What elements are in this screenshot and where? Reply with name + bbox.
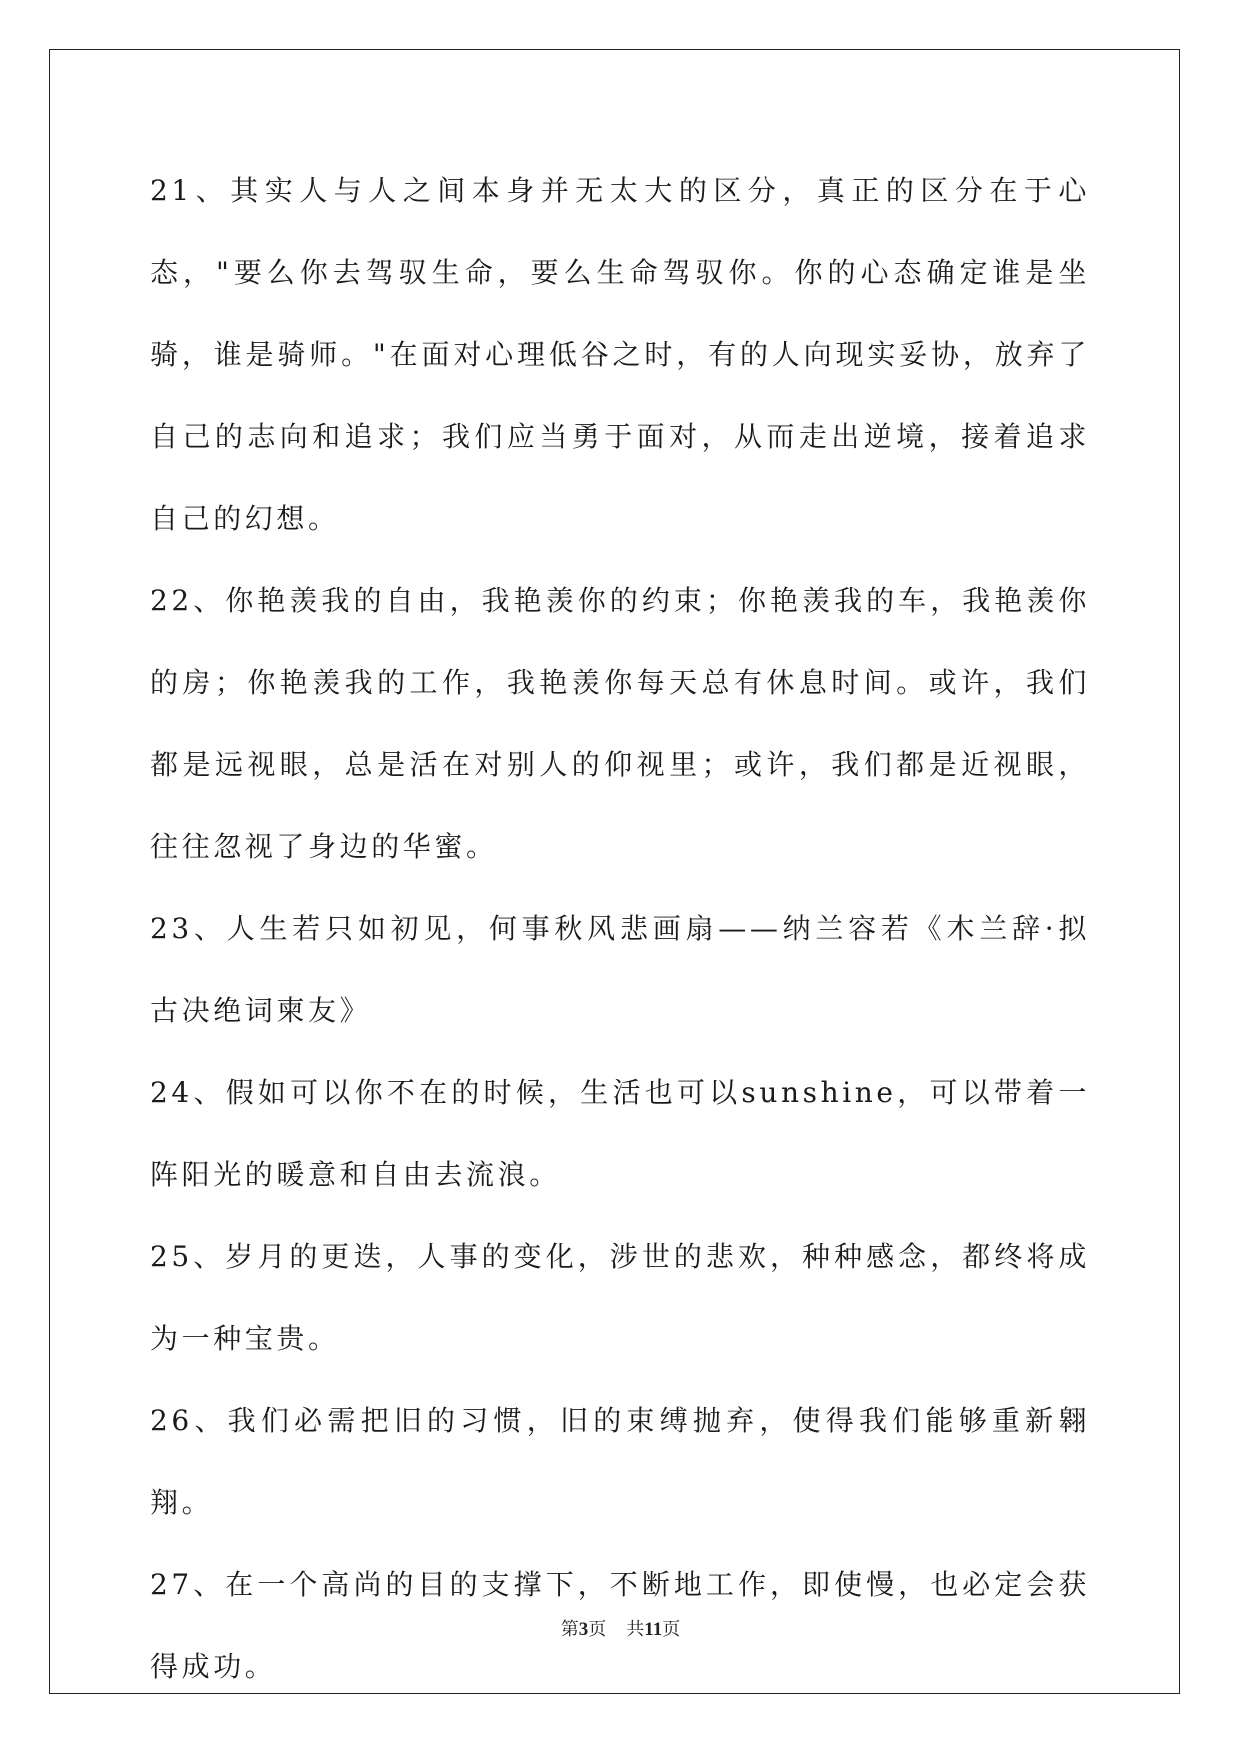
total-prefix: 共 — [626, 1619, 645, 1640]
page-footer — [0, 1615, 1241, 1641]
paragraph-26: 26、我们必需把旧的习惯，旧的束缚抛弃，使得我们能够重新翱翔。 — [150, 1404, 1090, 1519]
total-suffix: 页 — [662, 1619, 681, 1640]
paragraph-23: 23、人生若只如初见，何事秋风悲画扇——纳兰容若《木兰辞·拟古决绝词柬友》 — [150, 912, 1090, 1027]
page-prefix: 第 — [560, 1619, 579, 1640]
paragraph-21: 21、其实人与人之间本身并无太大的区分，真正的区分在于心态，"要么你去驾驭生命，要么生命驾驭你。你的心态确定谁是坐骑，谁是骑师。"在面对心理低谷之时，有的人向现实妥协，放弃了自己的志向和追求；我们应当勇于面对，从而走出逆境，接着追求自己的幻想。 — [150, 174, 1090, 535]
total-pages: 11 — [644, 1619, 663, 1640]
paragraph-25: 25、岁月的更迭，人事的变化，涉世的悲欢，种种感念，都终将成为一种宝贵。 — [150, 1240, 1090, 1355]
paragraph-24: 24、假如可以你不在的时候，生活也可以sunshine，可以带着一阵阳光的暖意和自由去流浪。 — [150, 1076, 1090, 1191]
page-suffix: 页 — [588, 1619, 607, 1640]
page-number: 3 — [578, 1619, 589, 1640]
paragraph-22: 22、你艳羡我的自由，我艳羡你的约束；你艳羡我的车，我艳羡你的房；你艳羡我的工作，我艳羡你每天总有休息时间。或许，我们都是远视眼，总是活在对别人的仰视里；或许，我们都是近视眼，往往忽视了身边的华蜜。 — [150, 584, 1090, 863]
paragraph-27: 27、在一个高尚的目的支撑下，不断地工作，即使慢，也必定会获得成功。 — [150, 1568, 1090, 1683]
document-body — [150, 150, 1090, 1708]
